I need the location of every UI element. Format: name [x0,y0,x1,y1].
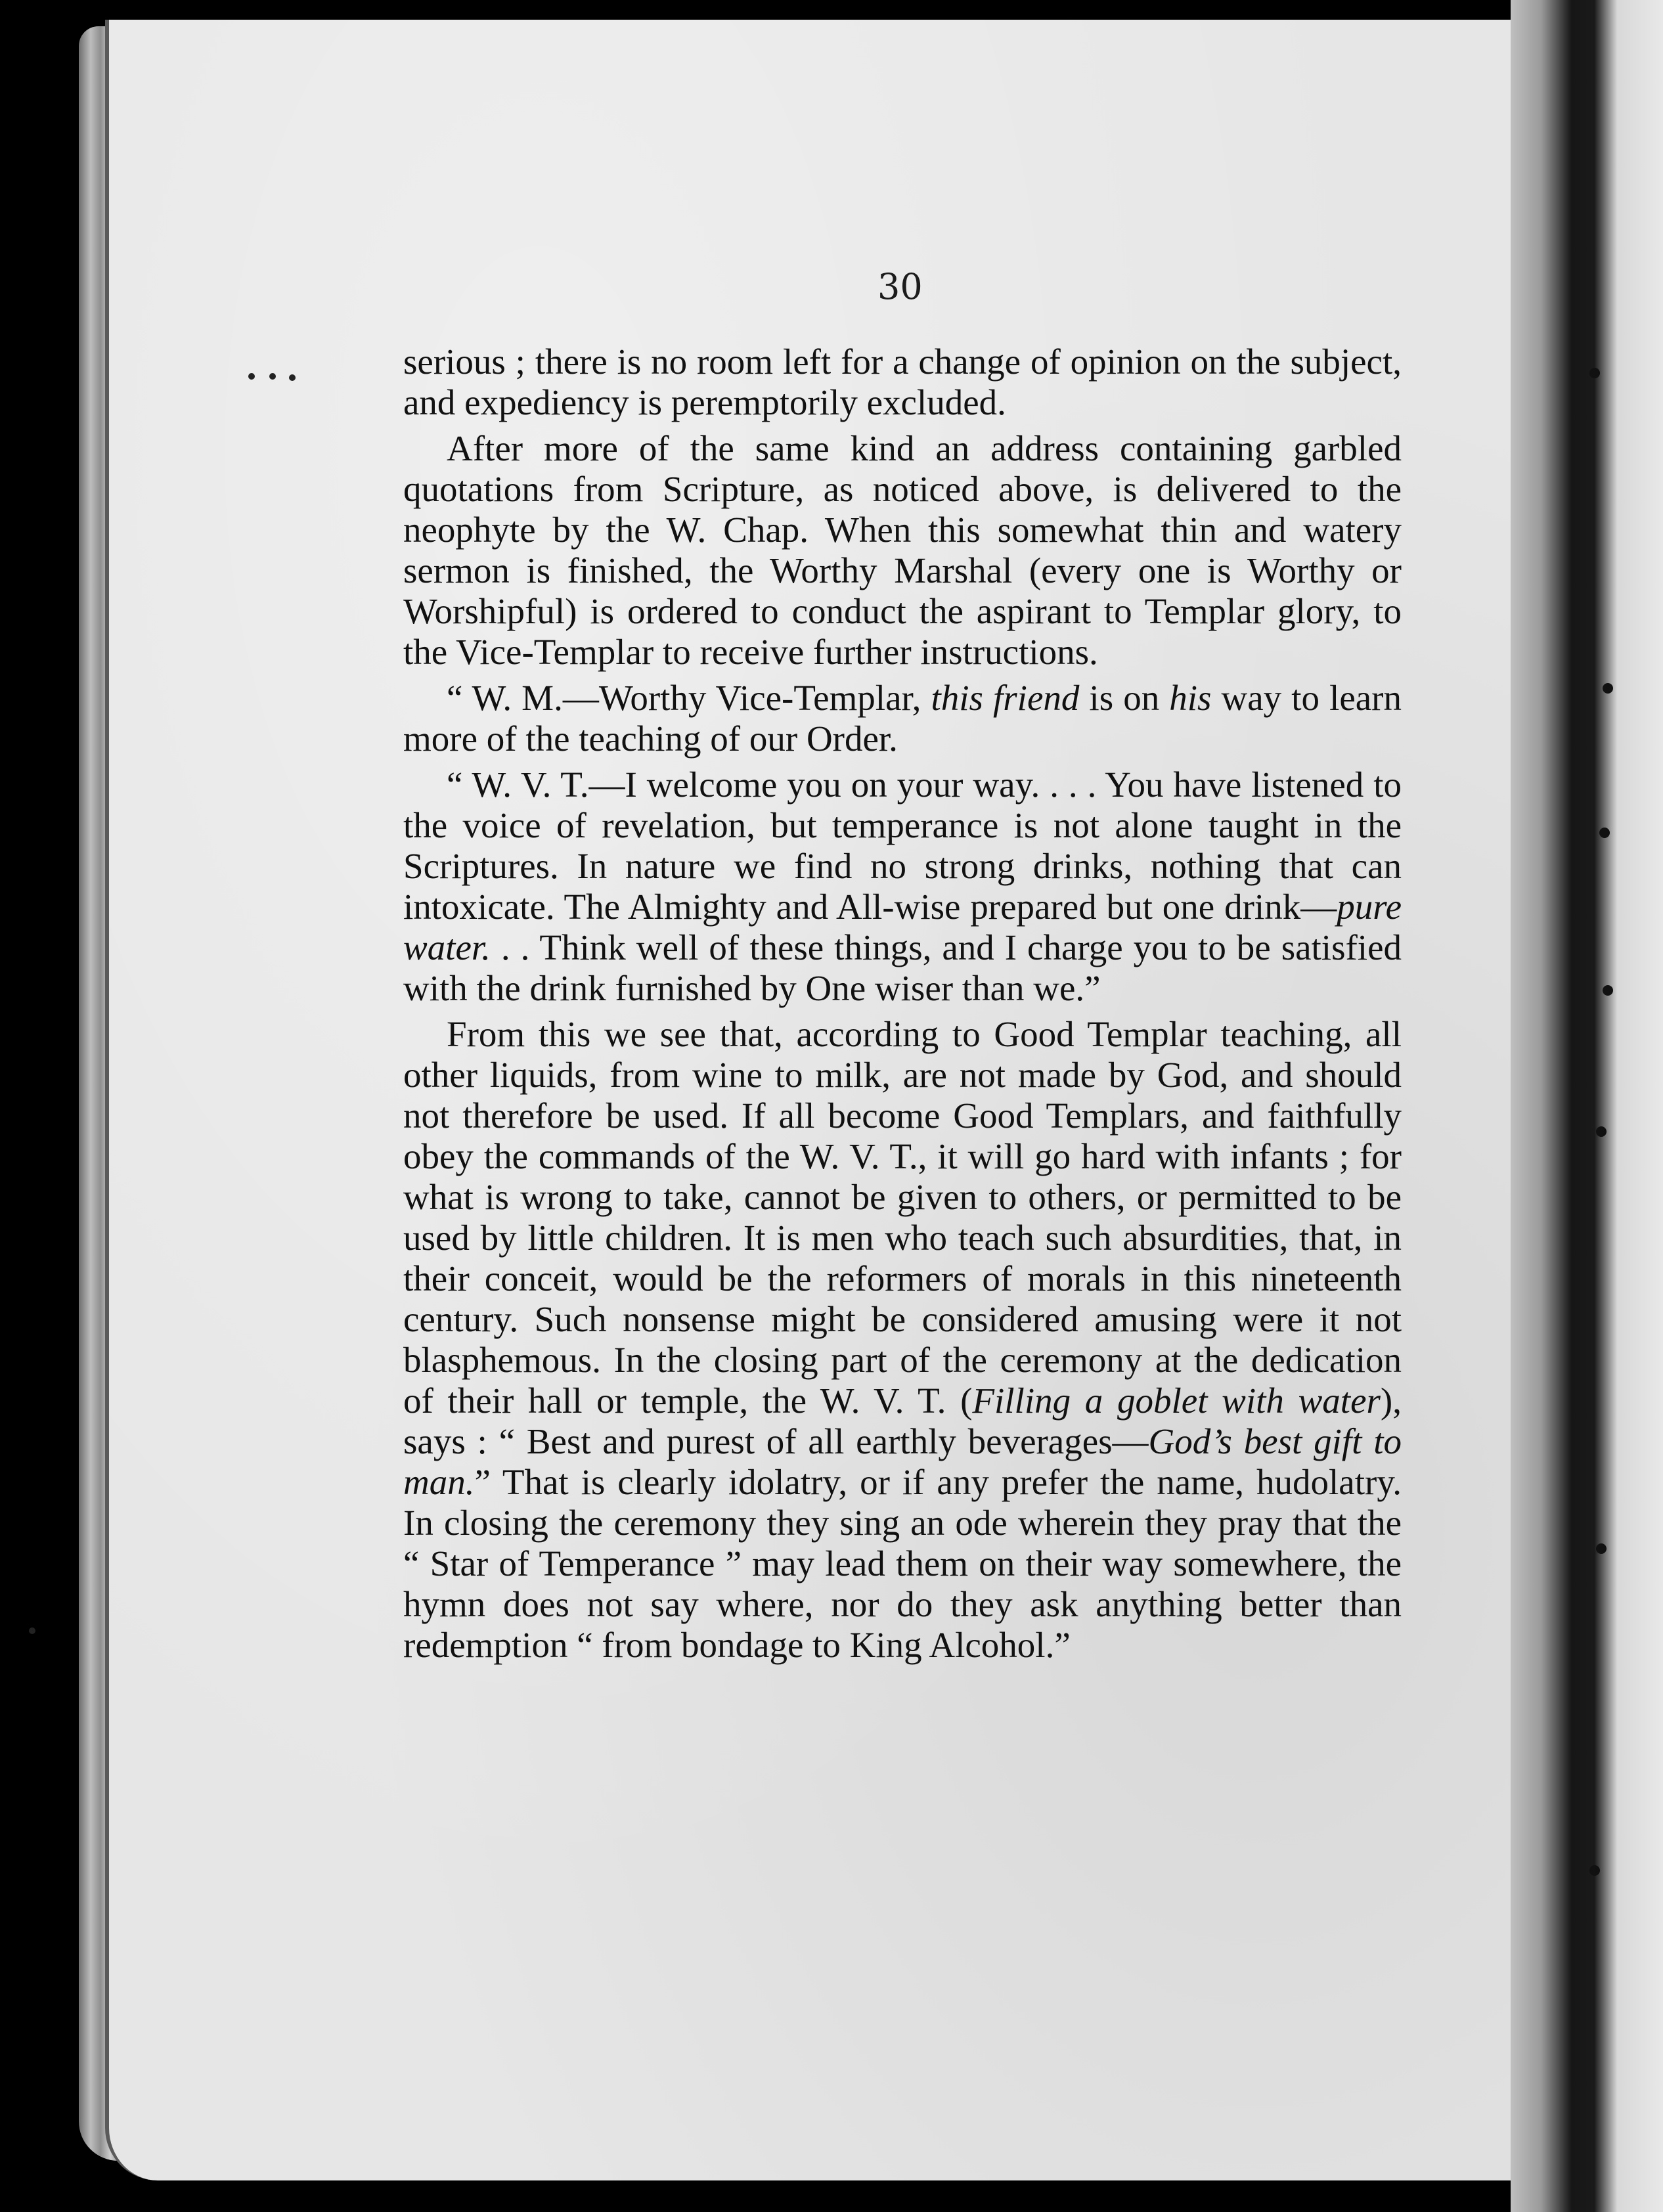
gutter-mark [1596,1543,1607,1554]
text-segment: “ W. M.—Worthy Vice-Templar, [447,678,931,718]
paragraph [403,764,1402,1009]
binding-gutter [1511,0,1663,2212]
text-segment: way to learn more of the teaching of our Order. [403,678,1402,759]
italic-text: God’s best gift to man. [403,1421,1402,1502]
gutter-mark [1589,368,1600,378]
stray-mark [248,373,255,380]
paragraph [403,428,1402,673]
text-segment: ” That is clearly idolatry, or if any prefer the name, hudolatry. In closing the ceremony they sing an ode wherein they pray that the “ Star of Temperance ” may lead them on their way somewhere, the hymn does not say where, nor do they ask anything better than redemption “ from bondage to King Alcohol.” [403,1462,1402,1665]
text-segment: serious ; there is no room left for a change of opinion on the subject, and expediency is peremptorily excluded. [403,342,1402,422]
paragraph [403,1014,1402,1666]
italic-text: Filling a goblet with water [972,1381,1381,1421]
gutter-mark [1596,1126,1607,1137]
gutter-mark [1603,985,1613,996]
text-segment: After more of the same kind an address containing garbled quotations from Scripture, as noticed above, is delivered to the neophyte by the W. Chap. When this somewhat thin and watery sermon is finished, the Worthy Marshal (every one is Worthy or Worshipful) is ordered to conduct the aspirant to Templar glory, to the Vice-Templar to receive further instructions. [403,428,1402,672]
page-number: 30 [877,266,923,307]
gutter-mark [1599,828,1610,838]
stray-mark [289,374,296,381]
text-segment: is on [1079,678,1170,718]
text-segment: From this we see that, according to Good Templar teaching, all other liquids, from wine to milk, are not made by God, and should not therefore be used. If all become Good Templars, and faithfully obey the commands of the W. V. T., it will go hard with infants ; for what is wrong to take, cannot be given to others, or permitted to be used by little children. It is men who teach such absurdities, that, in their conceit, would be the reformers of morals in this nineteenth century. Such nonsense might be considered amusing were it not blasphemous. In the closing part of the ceremony at the dedication of their hall or temple, the W. V. T. ( [403,1014,1402,1421]
paragraph [403,678,1402,759]
body-text [403,342,1402,1671]
italic-text: his [1169,678,1212,718]
text-segment: ), says : “ Best and purest of all earthly beverages— [403,1381,1402,1461]
stray-mark [269,373,276,380]
italic-text: this friend [931,678,1080,718]
paragraph [403,342,1402,423]
text-segment: . . Think well of these things, and I charge you to be satisfied with the drink furnished by One wiser than we.” [403,927,1402,1008]
stray-mark [29,1627,35,1634]
text-segment: “ W. V. T.—I welcome you on your way. . . . You have listened to the voice of revelation, but temperance is not alone taught in the Scriptures. In nature we find no strong drinks, nothing that can intoxicate. The Almighty and All-wise prepared but one drink— [403,764,1402,927]
gutter-mark [1589,1865,1600,1876]
gutter-mark [1603,683,1613,694]
italic-text: pure water. [403,887,1402,967]
